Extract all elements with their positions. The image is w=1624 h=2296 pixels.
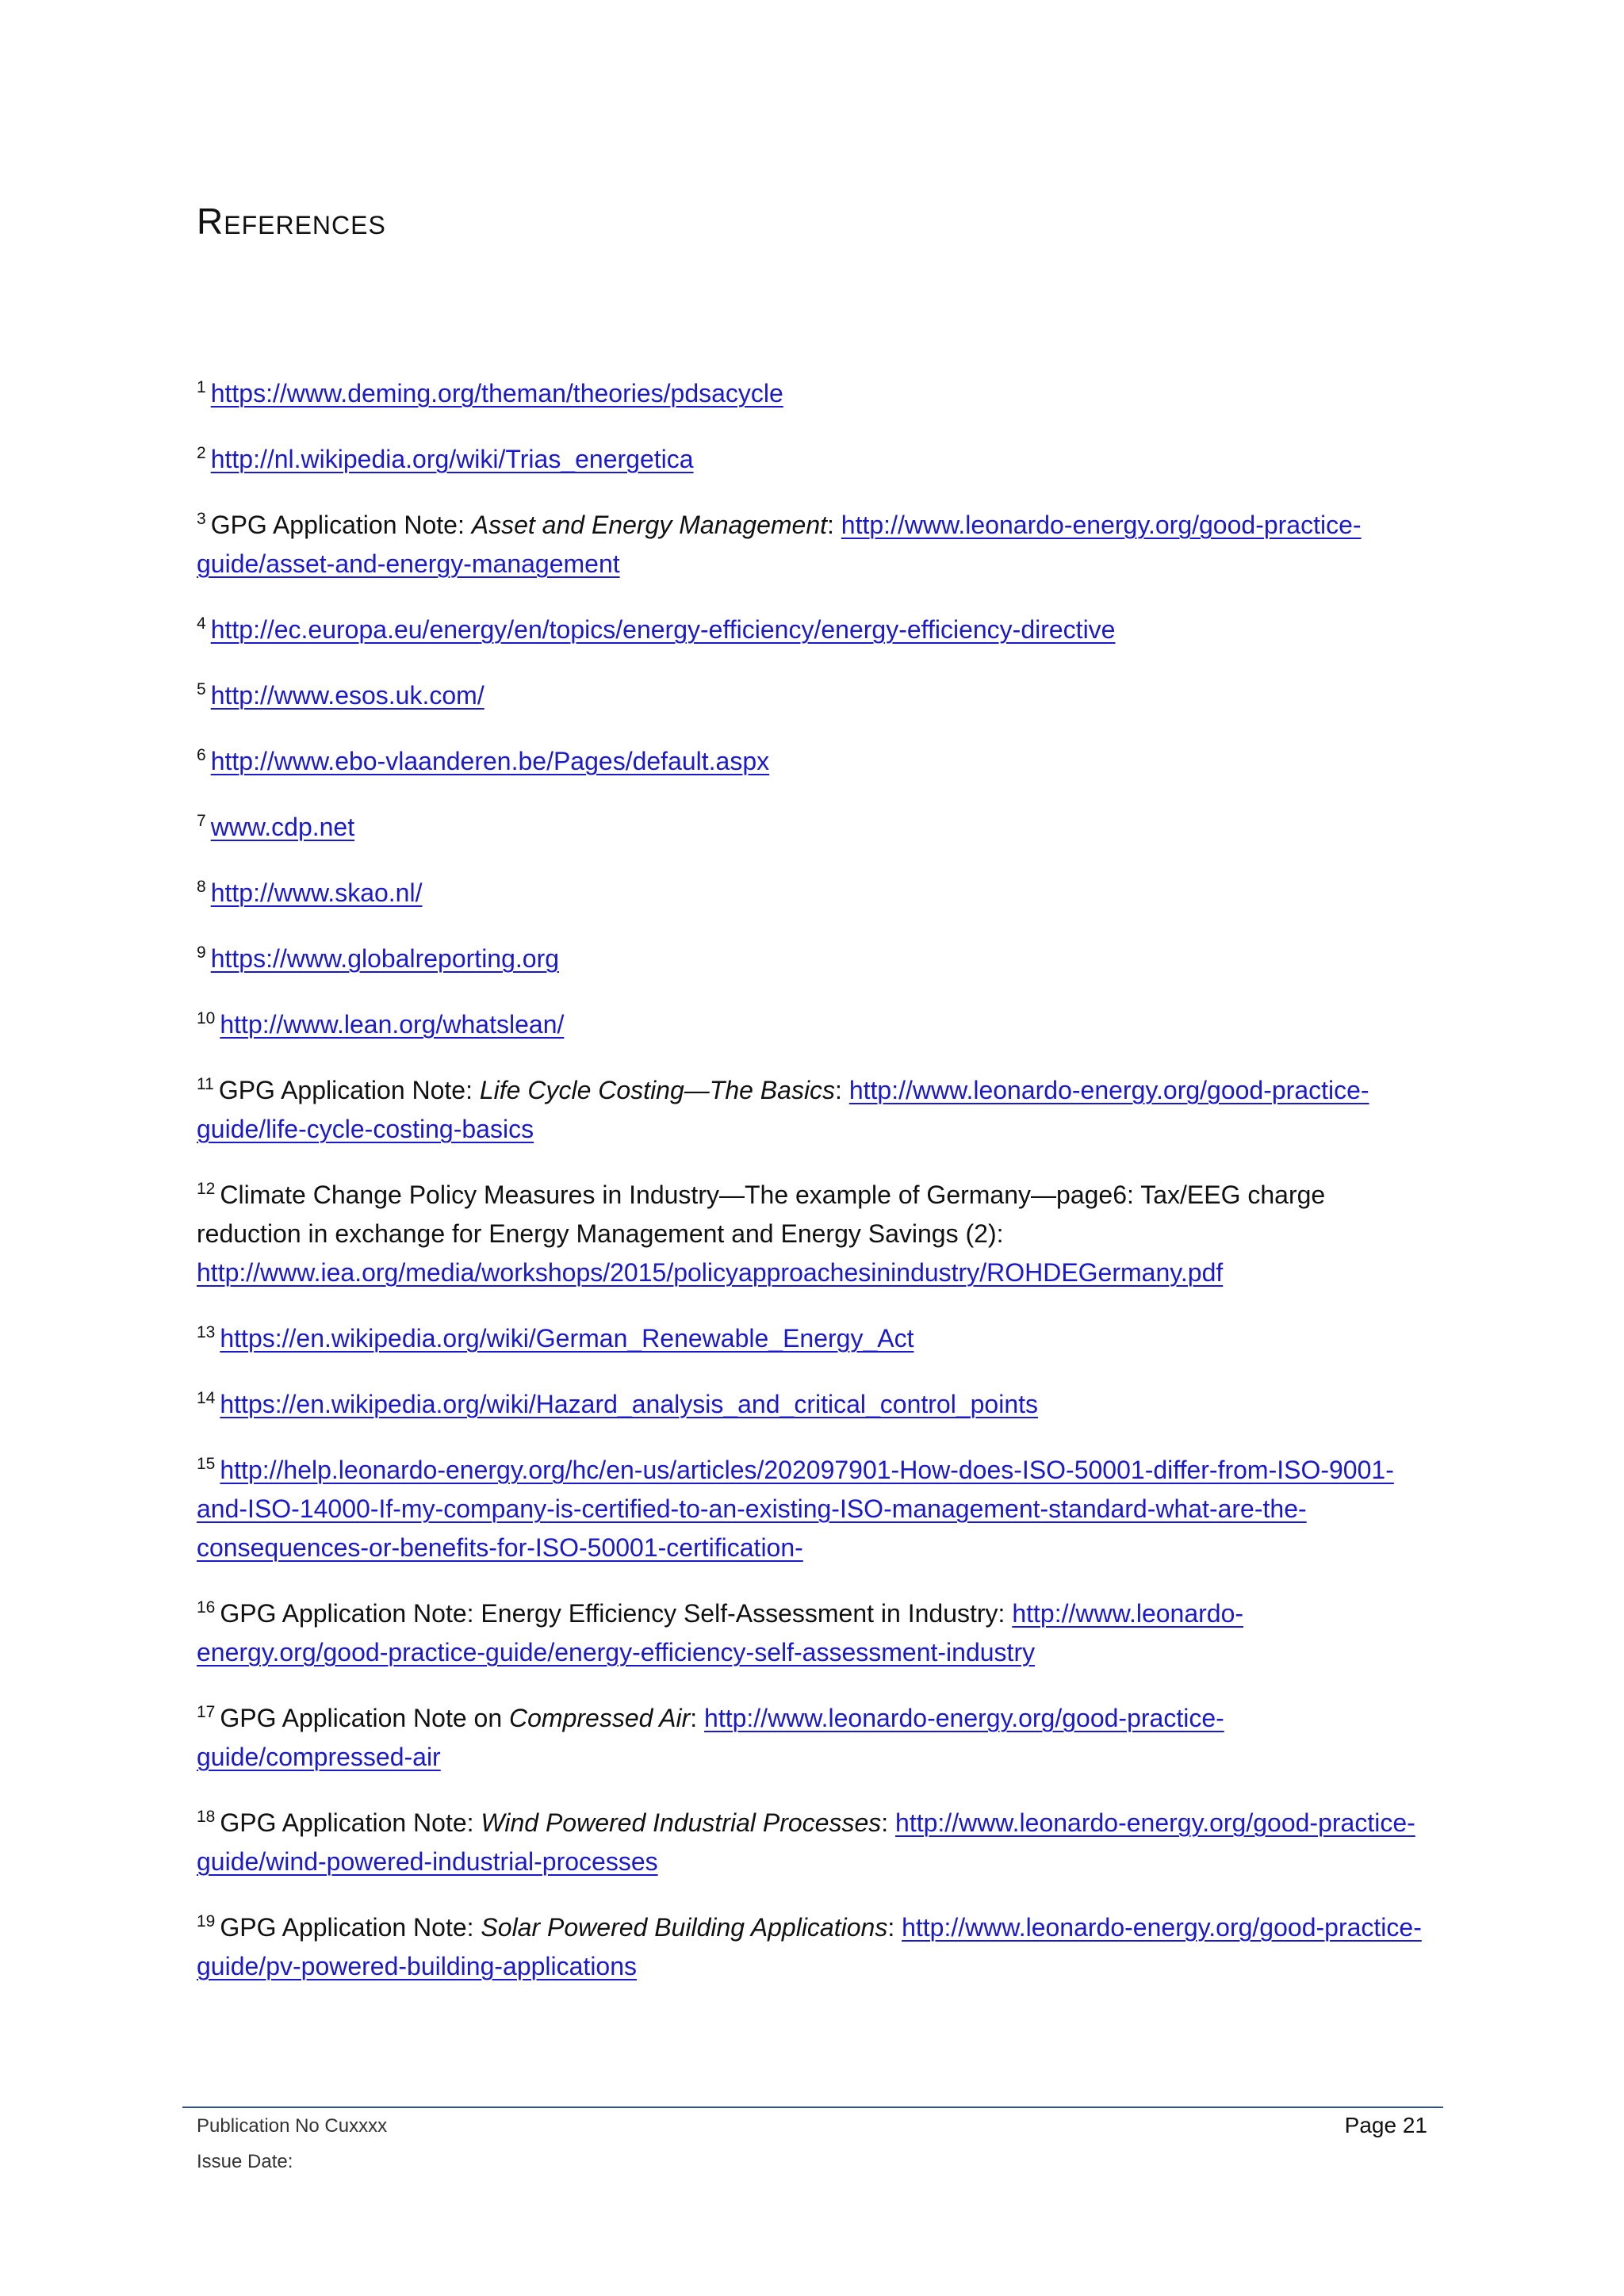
reference-link[interactable]: http://www.leonardo-energy.org/good-practice-guide/life-cycle-costing-basics — [197, 1076, 1369, 1143]
references-list — [197, 374, 1431, 2013]
reference-number: 5 — [197, 680, 206, 699]
reference-2 — [197, 440, 1431, 479]
reference-link[interactable]: http://www.esos.uk.com/ — [210, 681, 485, 710]
reference-separator: : — [881, 1808, 896, 1837]
reference-text: GPG Application Note on — [220, 1704, 510, 1732]
reference-17 — [197, 1699, 1431, 1777]
reference-19 — [197, 1908, 1431, 1986]
reference-link[interactable]: http://www.leonardo-energy.org/good-practice-guide/asset-and-energy-management — [197, 511, 1362, 578]
reference-title: Solar Powered Building Applications — [481, 1913, 888, 1942]
reference-number: 13 — [197, 1323, 216, 1342]
reference-number: 8 — [197, 878, 206, 897]
reference-6 — [197, 742, 1431, 781]
reference-5 — [197, 676, 1431, 715]
footer-publication-number: Publication No Cuxxxx — [197, 2115, 388, 2137]
reference-separator: : — [690, 1704, 705, 1732]
reference-3 — [197, 506, 1431, 584]
reference-9 — [197, 939, 1431, 978]
reference-11 — [197, 1071, 1431, 1149]
reference-link[interactable]: https://en.wikipedia.org/wiki/German_Renewable_Energy_Act — [220, 1324, 914, 1353]
reference-link[interactable]: http://www.leonardo-energy.org/good-practice-guide/pv-powered-building-applications — [197, 1913, 1422, 1980]
reference-link[interactable]: http://ec.europa.eu/energy/en/topics/energy-efficiency/energy-efficiency-directive — [210, 615, 1116, 644]
reference-number: 18 — [197, 1808, 216, 1827]
reference-number: 16 — [197, 1598, 216, 1617]
reference-4 — [197, 610, 1431, 649]
reference-title: Compressed Air — [509, 1704, 691, 1732]
reference-number: 3 — [197, 510, 206, 529]
reference-link[interactable]: http://nl.wikipedia.org/wiki/Trias_energetica — [210, 445, 694, 473]
footer-divider — [182, 2107, 1443, 2108]
reference-link[interactable]: http://www.iea.org/media/workshops/2015/policyapproachesinindustry/ROHDEGermany.pdf — [197, 1258, 1224, 1287]
reference-number: 2 — [197, 444, 206, 463]
reference-title: Asset and Energy Management — [471, 511, 828, 539]
reference-12 — [197, 1176, 1431, 1292]
reference-title: Wind Powered Industrial Processes — [481, 1808, 882, 1837]
reference-number: 17 — [197, 1703, 216, 1722]
reference-text: GPG Application Note: — [220, 1913, 481, 1942]
reference-title: Life Cycle Costing—The Basics — [479, 1076, 836, 1104]
reference-number: 15 — [197, 1455, 216, 1474]
reference-16 — [197, 1594, 1431, 1672]
reference-separator: : — [835, 1076, 849, 1104]
reference-number: 9 — [197, 943, 206, 962]
reference-13 — [197, 1319, 1431, 1358]
reference-number: 10 — [197, 1009, 216, 1028]
reference-link[interactable]: https://en.wikipedia.org/wiki/Hazard_analysis_and_critical_control_points — [220, 1390, 1039, 1418]
reference-10 — [197, 1005, 1431, 1044]
page-heading: References — [197, 201, 386, 242]
reference-link[interactable]: http://www.leonardo-energy.org/good-practice-guide/compressed-air — [197, 1704, 1224, 1771]
reference-link[interactable]: http://www.ebo-vlaanderen.be/Pages/default.aspx — [210, 747, 770, 775]
reference-link[interactable]: http://www.leonardo-energy.org/good-practice-guide/wind-powered-industrial-processes — [197, 1808, 1415, 1876]
reference-link[interactable]: http://www.lean.org/whatslean/ — [220, 1010, 565, 1039]
reference-text: GPG Application Note: — [218, 1076, 480, 1104]
reference-separator: : — [827, 511, 841, 539]
reference-number: 19 — [197, 1912, 216, 1931]
reference-link[interactable]: http://www.leonardo-energy.org/good-practice-guide/energy-efficiency-self-assessment-industry — [197, 1599, 1244, 1667]
reference-number: 14 — [197, 1389, 216, 1408]
reference-text: Climate Change Policy Measures in Industry—The example of Germany—page6: Tax/EEG charge reduction in exchange for Energy Management and Energy Savings (2): — [197, 1181, 1326, 1248]
reference-link[interactable]: www.cdp.net — [210, 813, 355, 841]
reference-15 — [197, 1451, 1431, 1567]
reference-separator: : — [887, 1913, 902, 1942]
reference-number: 12 — [197, 1180, 216, 1199]
reference-link[interactable]: https://www.globalreporting.org — [210, 944, 560, 973]
reference-number: 1 — [197, 378, 206, 397]
reference-number: 6 — [197, 746, 206, 765]
reference-text: GPG Application Note: — [220, 1808, 481, 1837]
reference-number: 7 — [197, 812, 206, 831]
reference-number: 4 — [197, 614, 206, 633]
reference-7 — [197, 808, 1431, 847]
reference-18 — [197, 1804, 1431, 1881]
reference-1 — [197, 374, 1431, 413]
reference-text: GPG Application Note: — [210, 511, 472, 539]
reference-number: 11 — [197, 1075, 214, 1094]
reference-text: GPG Application Note: Energy Efficiency Self-Assessment in Industry: — [220, 1599, 1013, 1628]
footer-issue-date: Issue Date: — [197, 2151, 293, 2172]
reference-link[interactable]: https://www.deming.org/theman/theories/pdsacycle — [210, 379, 783, 408]
footer-page-number: Page 21 — [1344, 2113, 1427, 2137]
reference-link[interactable]: http://www.skao.nl/ — [210, 878, 423, 907]
reference-14 — [197, 1385, 1431, 1424]
reference-8 — [197, 874, 1431, 913]
reference-link[interactable]: http://help.leonardo-energy.org/hc/en-us/articles/202097901-How-does-ISO-50001-differ-from-ISO-9001-and-ISO-14000-If-my-company-is-certified-to-an-existing-ISO-management-standard-what-are-the-consequences-or-benefits-for-ISO-50001-certification- — [197, 1456, 1394, 1562]
